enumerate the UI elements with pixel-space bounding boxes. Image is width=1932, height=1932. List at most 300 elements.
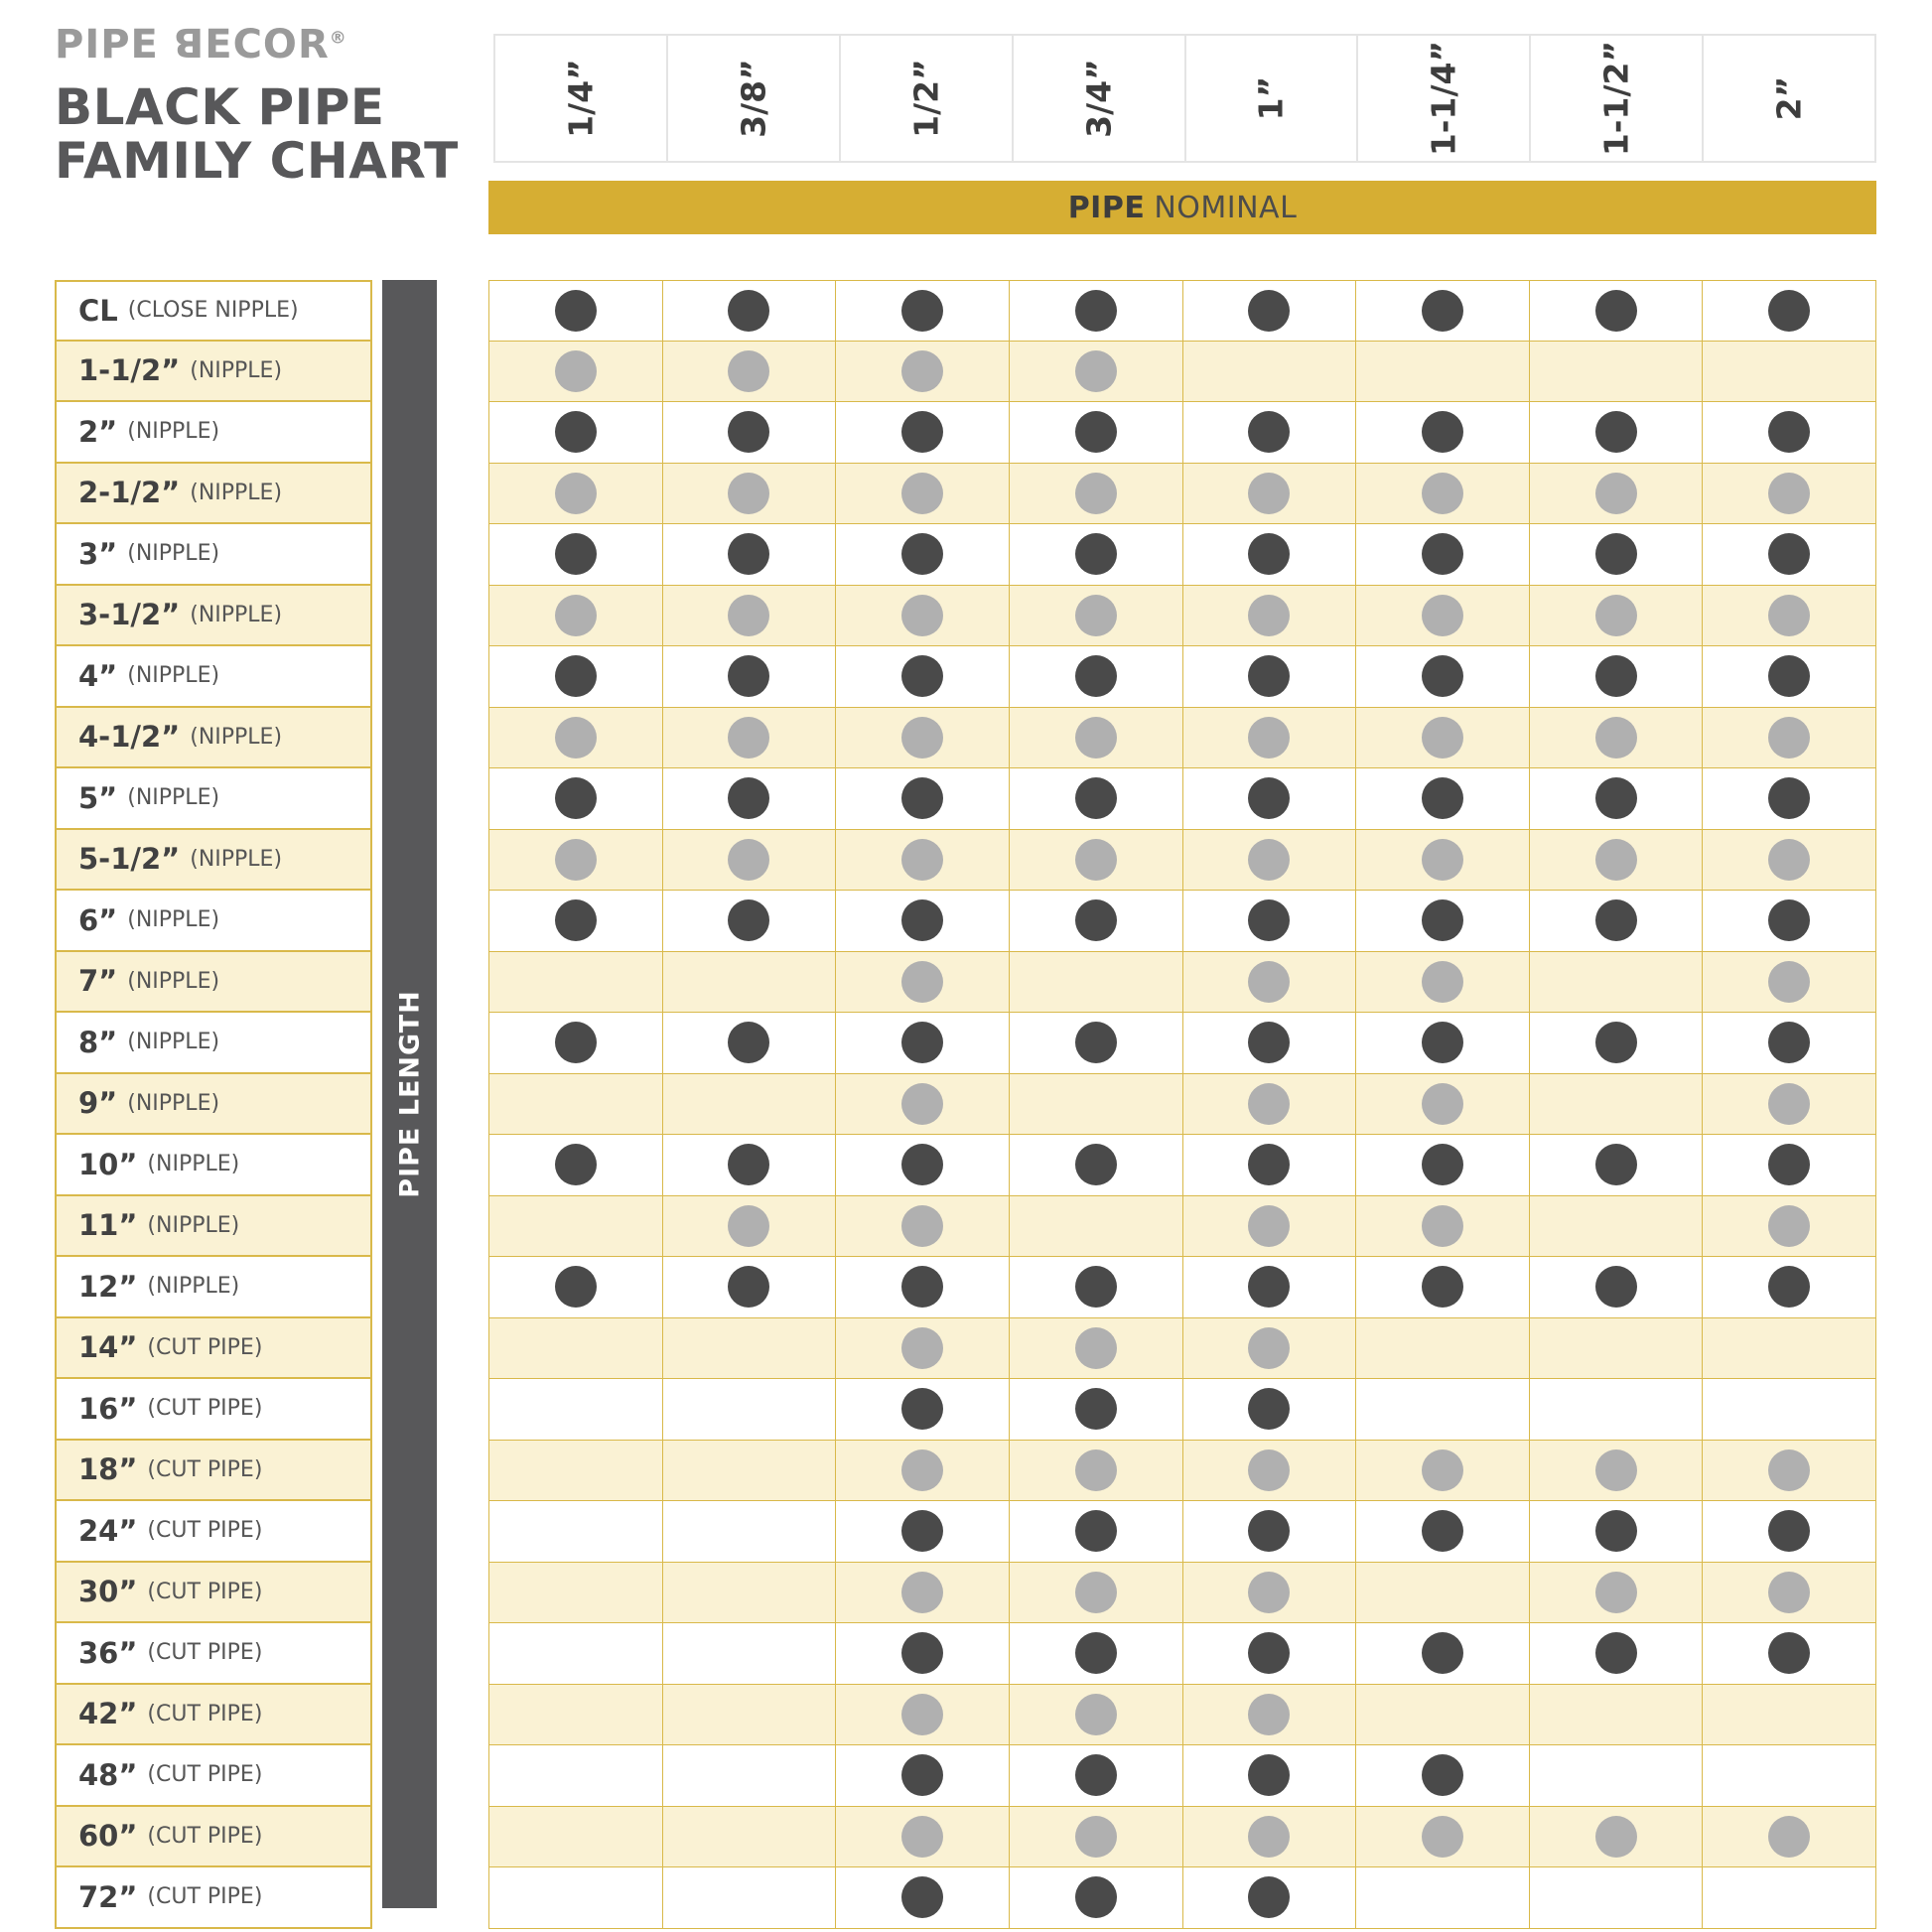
availability-dot-icon bbox=[901, 1510, 943, 1552]
availability-dot-icon bbox=[901, 1876, 943, 1918]
row-label bbox=[55, 1501, 372, 1563]
availability-dot-icon bbox=[1768, 777, 1810, 819]
grid-cell bbox=[1703, 342, 1876, 402]
availability-dot-icon bbox=[1768, 899, 1810, 941]
grid-cell bbox=[1010, 1379, 1183, 1440]
availability-dot-icon bbox=[1248, 595, 1290, 636]
grid-cell bbox=[488, 891, 663, 951]
row-label-length: 24” bbox=[78, 1513, 138, 1548]
availability-dot-icon bbox=[1422, 290, 1463, 332]
row-label-length: 2-1/2” bbox=[78, 476, 181, 510]
grid-cell bbox=[1703, 708, 1876, 768]
table-row bbox=[488, 280, 1876, 342]
availability-dot-icon bbox=[1422, 1083, 1463, 1125]
grid-cell bbox=[663, 1135, 837, 1195]
grid-cell bbox=[1010, 1257, 1183, 1317]
row-label-type: (NIPPLE) bbox=[190, 602, 283, 627]
row-label-type: (NIPPLE) bbox=[147, 1152, 240, 1177]
grid-cell bbox=[1183, 768, 1357, 829]
grid-cell bbox=[663, 1074, 837, 1135]
grid-cell bbox=[1183, 1623, 1357, 1684]
grid-cell bbox=[488, 830, 663, 891]
grid-cell bbox=[1530, 1745, 1704, 1806]
column-header-label: 1/4” bbox=[561, 59, 601, 138]
availability-dot-icon bbox=[728, 1205, 769, 1247]
availability-dot-icon bbox=[1248, 1694, 1290, 1735]
grid-cell bbox=[1183, 1441, 1357, 1501]
availability-dot-icon bbox=[1768, 1144, 1810, 1185]
availability-dot-icon bbox=[1248, 839, 1290, 881]
grid-cell bbox=[1183, 1318, 1357, 1379]
availability-dot-icon bbox=[728, 1266, 769, 1308]
grid-cell bbox=[836, 1563, 1010, 1623]
grid-cell bbox=[1356, 1807, 1530, 1867]
row-label-type: (NIPPLE) bbox=[147, 1212, 240, 1238]
row-label-type: (CLOSE NIPPLE) bbox=[127, 298, 299, 324]
grid-cell bbox=[1010, 342, 1183, 402]
availability-dot-icon bbox=[1422, 839, 1463, 881]
availability-dot-icon bbox=[1075, 1144, 1117, 1185]
pipe-length-band bbox=[382, 280, 437, 1908]
grid-cell bbox=[1356, 1074, 1530, 1135]
row-label-type: (NIPPLE) bbox=[127, 663, 220, 689]
availability-dot-icon bbox=[555, 1022, 597, 1063]
grid-cell bbox=[1703, 1867, 1876, 1928]
grid-cell bbox=[1703, 768, 1876, 829]
row-label-length: 5” bbox=[78, 780, 118, 815]
availability-dot-icon bbox=[555, 290, 597, 332]
grid-cell bbox=[1703, 1196, 1876, 1257]
grid-cell bbox=[836, 1318, 1010, 1379]
grid-cell bbox=[1183, 1745, 1357, 1806]
grid-cell bbox=[1703, 1013, 1876, 1073]
availability-dot-icon bbox=[901, 1083, 943, 1125]
grid-cell bbox=[488, 708, 663, 768]
row-label-type: (NIPPLE) bbox=[190, 480, 283, 505]
column-header-label: 1-1/2” bbox=[1596, 40, 1636, 157]
grid-cell bbox=[663, 524, 837, 585]
availability-dot-icon bbox=[1422, 1205, 1463, 1247]
availability-dot-icon bbox=[1422, 1022, 1463, 1063]
availability-dot-icon bbox=[1595, 1144, 1637, 1185]
grid-cell bbox=[1356, 1379, 1530, 1440]
availability-dot-icon bbox=[1075, 655, 1117, 697]
grid-cell bbox=[663, 1501, 837, 1562]
grid-cell bbox=[836, 891, 1010, 951]
row-label-type: (NIPPLE) bbox=[127, 419, 220, 445]
pipe-nominal-bold: PIPE bbox=[1067, 190, 1146, 225]
grid-cell bbox=[1530, 1685, 1704, 1745]
column-header-label: 3/4” bbox=[1079, 59, 1119, 138]
availability-dot-icon bbox=[1595, 717, 1637, 759]
grid-cell bbox=[1356, 952, 1530, 1013]
availability-dot-icon bbox=[1075, 595, 1117, 636]
row-label-length: 72” bbox=[78, 1879, 138, 1914]
row-label bbox=[55, 524, 372, 586]
availability-dot-icon bbox=[901, 411, 943, 453]
row-label-type: (CUT PIPE) bbox=[147, 1823, 263, 1849]
availability-dot-icon bbox=[1595, 1449, 1637, 1491]
row-label-length: 8” bbox=[78, 1025, 118, 1059]
column-header-2 bbox=[668, 34, 841, 163]
grid-cell bbox=[1356, 768, 1530, 829]
row-label bbox=[55, 1685, 372, 1746]
column-header-row bbox=[493, 34, 1876, 163]
grid-cell bbox=[663, 646, 837, 707]
table-row bbox=[488, 830, 1876, 892]
row-label bbox=[55, 280, 372, 342]
grid-cell bbox=[1530, 586, 1704, 646]
row-label bbox=[55, 952, 372, 1014]
grid-cell bbox=[1183, 402, 1357, 463]
availability-dot-icon bbox=[1595, 1632, 1637, 1674]
column-header-8 bbox=[1704, 34, 1876, 163]
availability-dot-icon bbox=[1248, 1205, 1290, 1247]
availability-dot-icon bbox=[728, 290, 769, 332]
grid-cell bbox=[1356, 1501, 1530, 1562]
grid-cell bbox=[1356, 281, 1530, 341]
availability-dot-icon bbox=[1075, 533, 1117, 575]
availability-dot-icon bbox=[1248, 961, 1290, 1003]
grid-cell bbox=[488, 952, 663, 1013]
grid-cell bbox=[1703, 524, 1876, 585]
grid-cell bbox=[663, 1013, 837, 1073]
grid-cell bbox=[1703, 830, 1876, 891]
availability-dot-icon bbox=[1075, 1754, 1117, 1796]
column-header-5 bbox=[1186, 34, 1359, 163]
availability-dot-icon bbox=[1075, 1572, 1117, 1613]
availability-dot-icon bbox=[1422, 1449, 1463, 1491]
grid-cell bbox=[1356, 891, 1530, 951]
availability-dot-icon bbox=[1768, 839, 1810, 881]
grid-cell bbox=[1010, 1135, 1183, 1195]
availability-dot-icon bbox=[555, 777, 597, 819]
availability-dot-icon bbox=[555, 839, 597, 881]
grid-cell bbox=[663, 1257, 837, 1317]
row-label bbox=[55, 1135, 372, 1196]
availability-dot-icon bbox=[1248, 1144, 1290, 1185]
availability-dot-icon bbox=[1768, 1205, 1810, 1247]
grid-cell bbox=[1530, 1379, 1704, 1440]
grid-cell bbox=[663, 1196, 837, 1257]
grid-cell bbox=[1356, 402, 1530, 463]
availability-dot-icon bbox=[555, 717, 597, 759]
grid-cell bbox=[1010, 891, 1183, 951]
grid-cell bbox=[1356, 1318, 1530, 1379]
row-label-length: 7” bbox=[78, 964, 118, 999]
grid-cell bbox=[1010, 1807, 1183, 1867]
grid-cell bbox=[1530, 952, 1704, 1013]
grid-cell bbox=[488, 402, 663, 463]
grid-cell bbox=[1183, 646, 1357, 707]
row-label-type: (NIPPLE) bbox=[127, 968, 220, 994]
availability-dot-icon bbox=[728, 1022, 769, 1063]
grid-cell bbox=[836, 402, 1010, 463]
grid-cell bbox=[1183, 1196, 1357, 1257]
grid-cell bbox=[488, 1013, 663, 1073]
availability-dot-icon bbox=[1768, 1083, 1810, 1125]
row-label-type: (NIPPLE) bbox=[190, 846, 283, 872]
grid-cell bbox=[1010, 464, 1183, 524]
grid-cell bbox=[488, 1685, 663, 1745]
grid-cell bbox=[488, 1745, 663, 1806]
grid-cell bbox=[836, 1807, 1010, 1867]
row-label-type: (NIPPLE) bbox=[127, 1030, 220, 1055]
grid-cell bbox=[1356, 1135, 1530, 1195]
availability-dot-icon bbox=[728, 411, 769, 453]
grid-cell bbox=[1703, 1501, 1876, 1562]
column-header-label: 3/8” bbox=[734, 59, 773, 138]
grid-cell bbox=[1530, 342, 1704, 402]
column-header-label: 2” bbox=[1769, 75, 1809, 121]
availability-dot-icon bbox=[1248, 1388, 1290, 1430]
grid-cell bbox=[1183, 1685, 1357, 1745]
availability-dot-icon bbox=[901, 1327, 943, 1369]
column-header-label: 1-1/4” bbox=[1424, 40, 1463, 157]
grid-cell bbox=[663, 1318, 837, 1379]
grid-cell bbox=[1183, 830, 1357, 891]
row-label-type: (NIPPLE) bbox=[190, 357, 283, 383]
availability-dot-icon bbox=[1595, 411, 1637, 453]
table-row bbox=[488, 1501, 1876, 1563]
availability-dot-icon bbox=[901, 1754, 943, 1796]
grid-cell bbox=[1010, 1074, 1183, 1135]
row-label bbox=[55, 1563, 372, 1624]
grid-cell bbox=[1530, 1074, 1704, 1135]
row-label-length: 9” bbox=[78, 1086, 118, 1121]
availability-dot-icon bbox=[1248, 1632, 1290, 1674]
grid-cell bbox=[663, 952, 837, 1013]
availability-dot-icon bbox=[1422, 1632, 1463, 1674]
table-row bbox=[488, 1441, 1876, 1502]
grid-cell bbox=[1703, 1685, 1876, 1745]
grid-cell bbox=[1010, 1623, 1183, 1684]
grid-cell bbox=[836, 1745, 1010, 1806]
grid-cell bbox=[1703, 1745, 1876, 1806]
grid-cell bbox=[1010, 952, 1183, 1013]
grid-cell bbox=[1356, 1013, 1530, 1073]
availability-dot-icon bbox=[1768, 1022, 1810, 1063]
availability-dot-icon bbox=[1422, 717, 1463, 759]
availability-dot-icon bbox=[1595, 899, 1637, 941]
availability-dot-icon bbox=[901, 1632, 943, 1674]
row-label bbox=[55, 1196, 372, 1258]
row-label-length: 4-1/2” bbox=[78, 720, 181, 755]
table-row bbox=[488, 646, 1876, 708]
pipe-nominal-bar bbox=[488, 181, 1876, 234]
availability-dot-icon bbox=[1248, 1754, 1290, 1796]
row-label-type: (NIPPLE) bbox=[127, 907, 220, 933]
row-label-length: 3” bbox=[78, 536, 118, 571]
brand-block bbox=[55, 22, 472, 188]
table-row bbox=[488, 524, 1876, 586]
availability-dot-icon bbox=[1768, 473, 1810, 514]
grid-cell bbox=[488, 1318, 663, 1379]
row-label-length: 6” bbox=[78, 902, 118, 937]
availability-dot-icon bbox=[1422, 655, 1463, 697]
row-label-type: (CUT PIPE) bbox=[147, 1518, 263, 1544]
grid-cell bbox=[1530, 524, 1704, 585]
availability-dot-icon bbox=[901, 655, 943, 697]
table-row bbox=[488, 586, 1876, 647]
availability-dot-icon bbox=[901, 1694, 943, 1735]
grid-cell bbox=[1703, 1807, 1876, 1867]
availability-dot-icon bbox=[1422, 1510, 1463, 1552]
grid-cell bbox=[836, 1013, 1010, 1073]
grid-cell bbox=[1010, 1196, 1183, 1257]
availability-dot-icon bbox=[1422, 411, 1463, 453]
grid-cell bbox=[1183, 281, 1357, 341]
row-label-length: 10” bbox=[78, 1147, 138, 1181]
availability-dot-icon bbox=[1422, 777, 1463, 819]
availability-dot-icon bbox=[728, 899, 769, 941]
row-label-length: CL bbox=[78, 293, 118, 328]
grid-cell bbox=[488, 1867, 663, 1928]
table-row bbox=[488, 1563, 1876, 1624]
availability-dot-icon bbox=[1422, 1144, 1463, 1185]
table-row bbox=[488, 1745, 1876, 1807]
grid-cell bbox=[1010, 1563, 1183, 1623]
availability-dot-icon bbox=[1248, 899, 1290, 941]
availability-dot-icon bbox=[1248, 1266, 1290, 1308]
grid-cell bbox=[1183, 586, 1357, 646]
grid-cell bbox=[663, 1441, 837, 1501]
grid-cell bbox=[488, 1807, 663, 1867]
row-label bbox=[55, 1867, 372, 1929]
grid-cell bbox=[1530, 1013, 1704, 1073]
grid-cell bbox=[663, 1745, 837, 1806]
grid-cell bbox=[663, 1807, 837, 1867]
row-label-type: (CUT PIPE) bbox=[147, 1579, 263, 1604]
row-label-type: (CUT PIPE) bbox=[147, 1456, 263, 1482]
grid-cell bbox=[1703, 1257, 1876, 1317]
grid-cell bbox=[1356, 1867, 1530, 1928]
grid-cell bbox=[1530, 1257, 1704, 1317]
availability-dot-icon bbox=[1768, 595, 1810, 636]
availability-dot-icon bbox=[1768, 1816, 1810, 1858]
grid-cell bbox=[488, 1257, 663, 1317]
page-title bbox=[55, 78, 472, 190]
availability-grid bbox=[488, 280, 1876, 1929]
grid-cell bbox=[1183, 1501, 1357, 1562]
availability-dot-icon bbox=[1248, 1449, 1290, 1491]
grid-cell bbox=[1356, 830, 1530, 891]
grid-cell bbox=[1183, 708, 1357, 768]
grid-cell bbox=[1183, 464, 1357, 524]
grid-cell bbox=[488, 281, 663, 341]
availability-dot-icon bbox=[1075, 777, 1117, 819]
availability-dot-icon bbox=[728, 533, 769, 575]
column-header-label: 1/2” bbox=[906, 59, 946, 138]
grid-cell bbox=[488, 524, 663, 585]
availability-dot-icon bbox=[1595, 1266, 1637, 1308]
grid-cell bbox=[1183, 952, 1357, 1013]
grid-cell bbox=[1703, 891, 1876, 951]
availability-dot-icon bbox=[1075, 1816, 1117, 1858]
row-label bbox=[55, 708, 372, 769]
grid-cell bbox=[836, 768, 1010, 829]
grid-cell bbox=[663, 708, 837, 768]
grid-cell bbox=[836, 1501, 1010, 1562]
row-label bbox=[55, 1318, 372, 1380]
availability-dot-icon bbox=[555, 655, 597, 697]
row-label-length: 4” bbox=[78, 658, 118, 693]
grid-cell bbox=[1010, 1685, 1183, 1745]
availability-dot-icon bbox=[1248, 1510, 1290, 1552]
availability-dot-icon bbox=[901, 533, 943, 575]
grid-cell bbox=[1356, 1745, 1530, 1806]
grid-cell bbox=[836, 1867, 1010, 1928]
pipe-nominal-light: NOMINAL bbox=[1154, 190, 1298, 225]
grid-cell bbox=[1010, 402, 1183, 463]
row-label-type: (CUT PIPE) bbox=[147, 1884, 263, 1910]
availability-dot-icon bbox=[1595, 1572, 1637, 1613]
availability-dot-icon bbox=[1768, 655, 1810, 697]
availability-dot-icon bbox=[1075, 1022, 1117, 1063]
grid-cell bbox=[1356, 464, 1530, 524]
availability-dot-icon bbox=[1422, 899, 1463, 941]
grid-cell bbox=[663, 1685, 837, 1745]
grid-cell bbox=[836, 1074, 1010, 1135]
availability-dot-icon bbox=[1595, 839, 1637, 881]
grid-cell bbox=[488, 586, 663, 646]
availability-dot-icon bbox=[901, 1816, 943, 1858]
row-label bbox=[55, 1379, 372, 1441]
table-row bbox=[488, 952, 1876, 1014]
grid-cell bbox=[836, 646, 1010, 707]
grid-cell bbox=[1530, 1318, 1704, 1379]
availability-dot-icon bbox=[1595, 595, 1637, 636]
availability-dot-icon bbox=[1075, 473, 1117, 514]
grid-cell bbox=[1010, 768, 1183, 829]
grid-cell bbox=[836, 1441, 1010, 1501]
grid-cell bbox=[1703, 646, 1876, 707]
grid-cell bbox=[1356, 1685, 1530, 1745]
availability-dot-icon bbox=[901, 1144, 943, 1185]
grid-cell bbox=[1010, 1013, 1183, 1073]
row-label-type: (CUT PIPE) bbox=[147, 1334, 263, 1360]
grid-cell bbox=[663, 586, 837, 646]
grid-cell bbox=[1183, 891, 1357, 951]
grid-cell bbox=[1010, 708, 1183, 768]
grid-cell bbox=[836, 1379, 1010, 1440]
availability-dot-icon bbox=[555, 1266, 597, 1308]
grid-cell bbox=[1010, 1867, 1183, 1928]
availability-dot-icon bbox=[1422, 1266, 1463, 1308]
availability-dot-icon bbox=[555, 899, 597, 941]
row-label-length: 3-1/2” bbox=[78, 598, 181, 632]
table-row bbox=[488, 1807, 1876, 1868]
availability-dot-icon bbox=[1422, 473, 1463, 514]
grid-cell bbox=[836, 464, 1010, 524]
grid-cell bbox=[663, 402, 837, 463]
grid-cell bbox=[663, 1379, 837, 1440]
table-row bbox=[488, 1074, 1876, 1136]
row-label-type: (CUT PIPE) bbox=[147, 1762, 263, 1788]
grid-cell bbox=[1530, 891, 1704, 951]
column-header-4 bbox=[1014, 34, 1186, 163]
page-title-line1: BLACK PIPE bbox=[55, 78, 385, 136]
availability-dot-icon bbox=[1595, 1816, 1637, 1858]
availability-dot-icon bbox=[728, 777, 769, 819]
grid-cell bbox=[836, 1623, 1010, 1684]
grid-cell bbox=[1356, 1196, 1530, 1257]
table-row bbox=[488, 1318, 1876, 1380]
grid-cell bbox=[1010, 1441, 1183, 1501]
table-row bbox=[488, 342, 1876, 403]
grid-cell bbox=[488, 1623, 663, 1684]
table-row bbox=[488, 1135, 1876, 1196]
